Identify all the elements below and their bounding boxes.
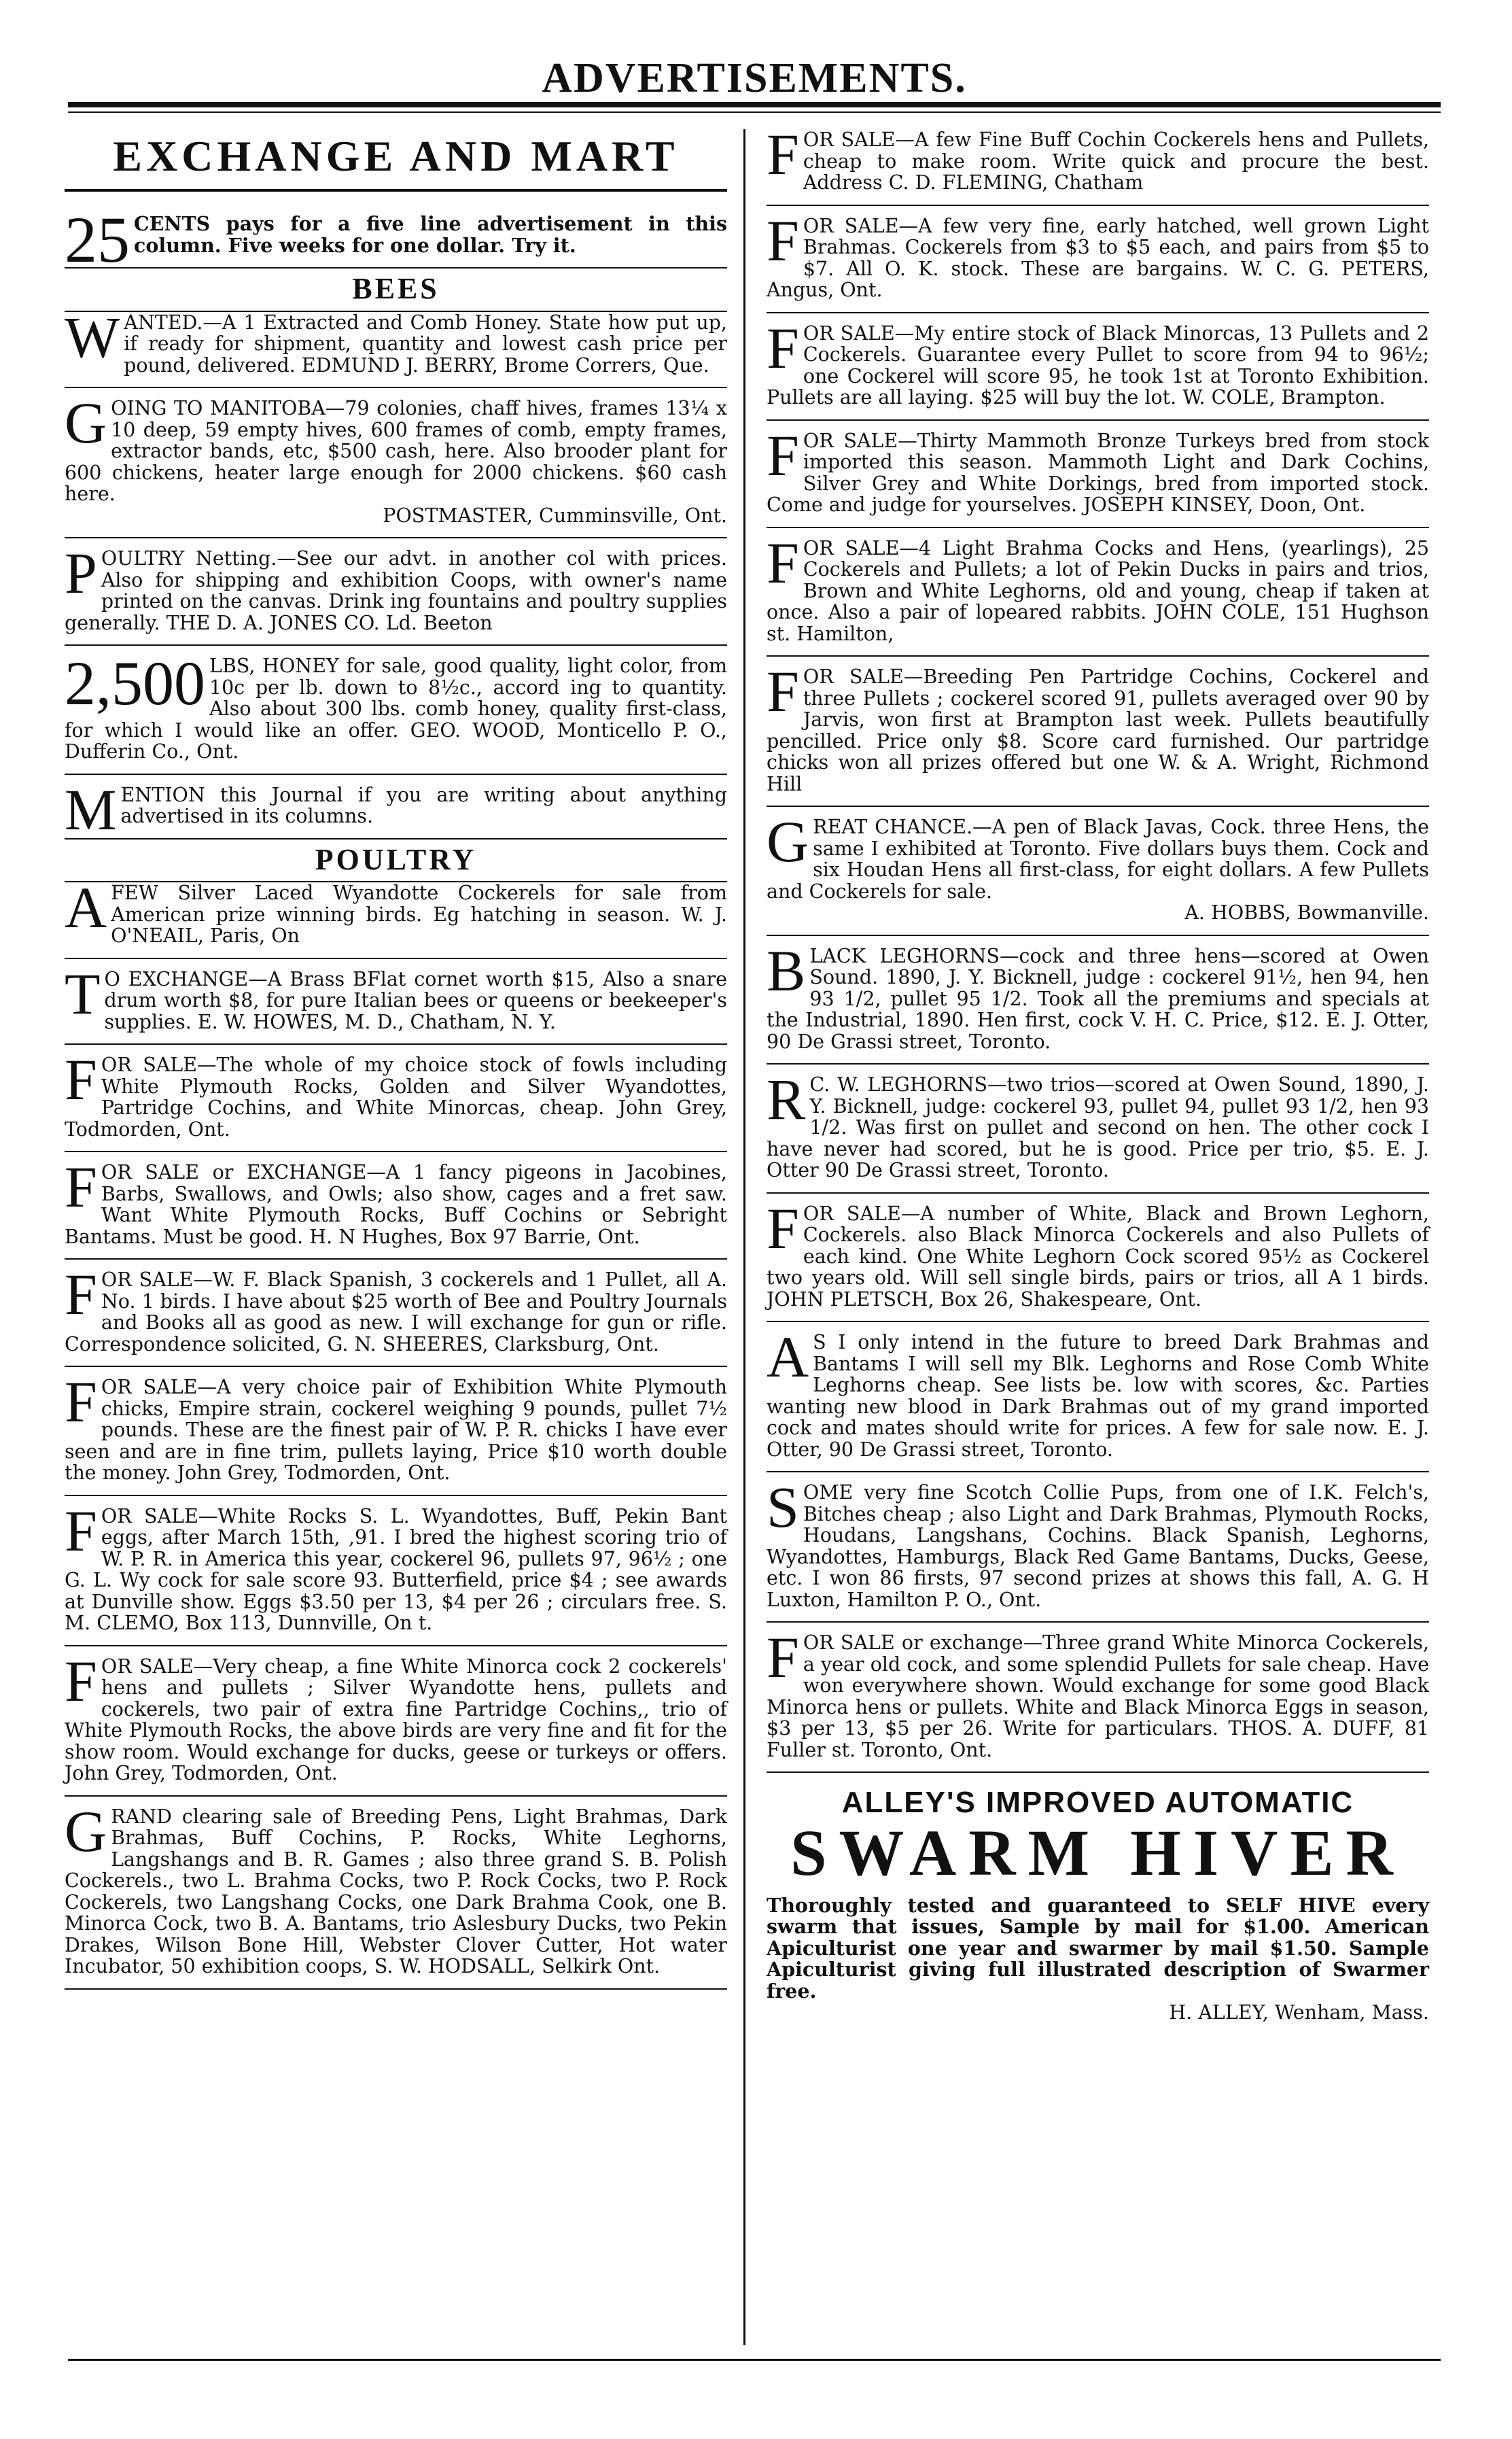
classified-ad xyxy=(767,657,1429,807)
classified-ad xyxy=(65,1152,727,1260)
ad-text: OR SALE—W. F. Black Spanish, 3 cockerels and 1 Pullet, all A. No. 1 birds. I have about $25 worth of Bee and Poultry Journals and Books all as good as new. I will exchange for gun or rifle. Correspondence solicited, G. N. SHEERES, Clarksburg, Ont. xyxy=(65,1268,727,1355)
drop-cap: F xyxy=(65,1154,97,1220)
classified-ad xyxy=(767,1623,1429,1773)
drop-cap: F xyxy=(65,1498,97,1563)
header-rule-thin xyxy=(68,111,1441,113)
drop-cap: F xyxy=(767,207,799,273)
drop-cap: F xyxy=(65,1369,97,1434)
column-divider xyxy=(743,129,745,2345)
ad-text: OR SALE or exchange—Three grand White Minorca Cockerels, a year old cock, and some splendid Pullets for sale cheap. Have won everywhere shown. Would exchange for some good Black Minorca hens or pullets. White and Black Minorca Eggs in season, $3 per 13, $5 per 26. Write for particulars. THOS. A. DUFF, 81 Fuller st. Toronto, Ont. xyxy=(767,1631,1429,1761)
classified-ad xyxy=(767,122,1429,206)
classified-ad xyxy=(767,313,1429,421)
classified-ad xyxy=(767,1322,1429,1472)
ad-text: OR SALE—A number of White, Black and Brown Leghorn, Cockerels. also Black Minorca Cockerels and also Pullets of each kind. One White Leghorn Cock scored 95½ as Cockerel two years old. Will sell single birds, pairs or trios, all A 1 birds. JOHN PLETSCH, Box 26, Shakespeare, Ont. xyxy=(767,1202,1429,1311)
drop-cap: R xyxy=(767,1067,806,1132)
ad-text: O EXCHANGE—A Brass BFlat cornet worth $15, Also a snare drum worth $8, for pure Italian bees or queens or beekeeper's supplies. E. W. HOWES, M. D., Chatham, N. Y. xyxy=(104,967,727,1033)
ad-text: REAT CHANCE.—A pen of Black Javas, Cock. three Hens, the same I exhibited at Toronto. Five dollars buys them. Cock and six Houdan Hens all first-class, for eight dollars. A few Pullets and Cockerels for sale. xyxy=(767,816,1429,903)
drop-cap: F xyxy=(767,1625,799,1690)
poultry-ads xyxy=(65,875,727,1990)
ad-text: OR SALE—Very cheap, a fine White Minorca cock 2 cockerels' hens and pullets ; Silver Wyandotte hens, pullets and cockerels, two pair of extra fine Partridge Cochins,, trio of White Plymouth Rocks, the above birds are very fine and fit for the show room. Would exchange for ducks, geese or turkeys or offers. John Grey, Todmorden, Ont. xyxy=(65,1655,727,1784)
title-rule xyxy=(65,189,727,192)
ad-text: LBS, HONEY for sale, good quality, light color, from 10c per lb. down to 8½c., accord ing to quantity. Also about 300 lbs. comb honey, quality first-class, for which I would like an offer. GEO. WOOD, Monticello P. O., Dufferin Co., Ont. xyxy=(65,655,727,763)
ad-text: OR SALE—A few Fine Buff Cochin Cockerels hens and Pullets, cheap to make room. Write quick and procure the best. Address C. D. FLEMING, Chatham xyxy=(803,128,1429,194)
rate-number: 25 xyxy=(65,203,130,276)
ad-text: LACK LEGHORNS—cock and three hens—scored at Owen Sound. 1890, J. Y. Bicknell, judge : cockerel 91½, hen 94, hen 93 1/2, pullet 95 1/2. Took all the premiums and specials at the Industrial, 1890. Hen first, cock V. H. C. Price, $12. E. J. Otter, 90 De Grassi street, Toronto. xyxy=(767,944,1429,1053)
ad-text: OME very fine Scotch Collie Pups, from one of I.K. Felch's, Bitches cheap ; also Light and Dark Brahmas, Plymouth Rocks, Houdans, Langshans, Cochins. Black Spanish, Leghorns, Wyandottes, Hamburgs, Black Red Game Bantams, Ducks, Geese, etc. I won 86 firsts, 97 second prizes at shows this fall, A. G. H Luxton, Hamilton P. O., Ont. xyxy=(767,1481,1429,1611)
classified-ad xyxy=(65,959,727,1045)
classified-ad xyxy=(65,875,727,959)
ad-text: OR SALE—Thirty Mammoth Bronze Turkeys bred from stock imported this season. Mammoth Light and Dark Cochins, Silver Grey and White Dorkings, bred from imported stock. Come and judge for yourselves. JOSEPH KINSEY, Doon, Ont. xyxy=(767,429,1429,516)
column-title: EXCHANGE AND MART xyxy=(113,132,679,180)
right-column xyxy=(767,122,1429,2024)
hiver-signature: H. ALLEY, Wenham, Mass. xyxy=(1169,2001,1429,2024)
ad-text: C. W. LEGHORNS—two trios—scored at Owen Sound, 1890, J. Y. Bicknell, judge: cockerel 93, pullet 94, pullet 93 1/2, hen 93 1/2. Was first on pullet and second on hen. The other cock I have never had scored, but he is good. Price per trio, $5. E. J. Otter 90 De Grassi street, Toronto. xyxy=(767,1073,1429,1181)
ad-text: S I only intend in the future to breed Dark Brahmas and Bantams I will sell my Blk. Leghorns and Rose Comb White Leghorns cheap. See lists be. low with scores, &c. Parties wanting new blood in Dark Brahmas out of my grand imported cock and mates should write for prices. A few for sale now. E. J. Otter, 90 De Grassi street, Toronto. xyxy=(767,1331,1429,1461)
bees-ads xyxy=(65,304,727,842)
drop-cap: F xyxy=(767,530,799,595)
drop-cap: A xyxy=(65,875,107,940)
hiver-headline: SWARM HIVER xyxy=(790,1816,1405,1889)
drop-cap: B xyxy=(767,937,806,1003)
ad-text: OR SALE—The whole of my choice stock of fowls including White Plymouth Rocks, Golden and Silver Wyandottes, Partridge Cochins, and White Minorcas, cheap. John Grey, Todmorden, Ont. xyxy=(65,1054,727,1141)
classified-ad xyxy=(65,1496,727,1646)
ad-signature: A. HOBBS, Bowmanville. xyxy=(1184,901,1429,924)
right-ads xyxy=(767,122,1429,1773)
ad-text: RAND clearing sale of Breeding Pens, Light Brahmas, Dark Brahmas, Buff Cochins, P. Rocks, White Leghorns, Langshangs and B. R. Games ; also three grand S. B. Polish Cockerels., two L. Brahma Cocks, two P. Rock Cocks, two P. Rock Cockerels, two Langshang Cocks, one Dark Brahma Cook, one B. Minorca Cock, two B. A. Bantams, trio Aslesbury Ducks, two Pekin Drakes, Wilson Bone Hill, Webster Clover Cutter, Hot water Incubator, 50 exhibition coops, S. W. HODSALL, Selkirk Ont. xyxy=(65,1805,727,1977)
ad-text: OR SALE—Breeding Pen Partridge Cochins, Cockerel and three Pullets ; cockerel scored 91, pullets averaged over 90 by Jarvis, won first at Brampton last week. Pullets beautifully pencilled. Price only $8. Score card furnished. Our partridge chicks won all prizes offered but one W. & A. Wright, Richmond Hill xyxy=(767,665,1429,795)
drop-cap: F xyxy=(65,1047,97,1112)
classified-ad xyxy=(65,538,727,646)
classified-ad xyxy=(767,1194,1429,1323)
classified-ad xyxy=(767,1065,1429,1194)
ad-text: OR SALE—A very choice pair of Exhibition White Plymouth chicks, Empire strain, cockerel weighing 9 pounds, pullet 7½ pounds. These are the finest pair of W. P. R. chicks I have ever seen and are in fine trim, pullets laying, Price $10 worth double the money. John Grey, Todmorden, Ont. xyxy=(65,1376,727,1484)
drop-cap: S xyxy=(767,1474,799,1540)
drop-cap: T xyxy=(65,961,101,1026)
hiver-title: ALLEY'S IMPROVED AUTOMATIC xyxy=(841,1786,1354,1819)
ad-text: ANTED.—A 1 Extracted and Comb Honey. State how put up, if ready for shipment, quantity and lowest cash price per pound, delivered. EDMUND J. BERRY, Brome Corrers, Que. xyxy=(124,311,727,377)
classified-ad xyxy=(65,1260,727,1367)
classified-ad xyxy=(65,1797,727,1990)
ad-signature: POSTMASTER, Cumminsville, Ont. xyxy=(383,504,727,527)
ad-text: OR SALE—White Rocks S. L. Wyandottes, Buff, Pekin Bant eggs, after March 15th, ,91. I bred the highest scoring trio of W. P. R. in America this year, cockerel 96, pullets 97, 96½ ; one G. L. Wy cock for sale score 93. Butterfield, price $4 ; see awards at Dunville show. Eggs $3.50 per 13, $4 per 26 ; circulars free. S. M. CLEMO, Box 113, Dunnville, On t. xyxy=(65,1504,727,1634)
drop-cap: F xyxy=(767,315,799,381)
drop-cap: 2,500 xyxy=(65,648,205,718)
classified-ad xyxy=(767,1472,1429,1623)
classified-ad xyxy=(767,528,1429,657)
rate-text: CENTS pays for a five line advertisement in this column. Five weeks for one dollar. Try it. xyxy=(134,212,727,257)
header-rule xyxy=(68,102,1441,107)
ad-text: OR SALE—My entire stock of Black Minorcas, 13 Pullets and 2 Cockerels. Guarantee every Pullet to score from 94 to 96½; one Cockerel will score 95, he took 1st at Toronto Exhibition. Pullets are all laying. $25 will buy the lot. W. COLE, Brampton. xyxy=(767,322,1429,409)
classified-ad xyxy=(65,646,727,775)
rate-notice xyxy=(65,203,727,276)
drop-cap: G xyxy=(65,1798,107,1864)
drop-cap: M xyxy=(65,776,117,842)
classified-ad xyxy=(767,421,1429,528)
classified-ad xyxy=(65,388,727,538)
ad-text: OR SALE—A few very fine, early hatched, well grown Light Brahmas. Cockerels from $3 to $5 each, and pairs from $5 to $7. All O. K. stock. These are bargains. W. C. G. PETERS, Angus, Ont. xyxy=(767,214,1429,301)
ad-text: OR SALE or EXCHANGE—A 1 fancy pigeons in Jacobines, Barbs, Swallows, and Owls; also show, cages and a fret saw. Want White Plymouth Rocks, Buff Cochins or Sebright Bantams. Must be good. H. N Hughes, Box 97 Barrie, Ont. xyxy=(65,1161,727,1248)
drop-cap: W xyxy=(65,304,120,370)
ad-text: ENTION this Journal if you are writing about anything advertised in its columns. xyxy=(120,783,727,827)
section-head-poultry: POULTRY xyxy=(65,840,727,883)
drop-cap: G xyxy=(767,809,809,874)
hiver-body: Thoroughly tested and guaranteed to SELF HIVE every swarm that issues, Sample by mail for $1.00. American Apiculturist one year and swarmer by mail $1.50. Sample Apiculturist giving full illustrated description of Swarmer free. xyxy=(767,1893,1429,2003)
drop-cap: P xyxy=(65,540,97,606)
classified-ad xyxy=(65,1646,727,1797)
ad-text: OING TO MANITOBA—79 colonies, chaff hives, frames 13¼ x 10 deep, 59 empty hives, 600 frames of comb, empty frames, extractor bands, etc, $500 cash, here. Also brooder plant for 600 chickens, heater large enough for 2000 chickens. $60 cash here. xyxy=(65,397,727,505)
ad-text: OR SALE—4 Light Brahma Cocks and Hens, (yearlings), 25 Cockerels and Pullets; a lot of Pekin Ducks in pairs and trios, Brown and White Leghorns, old and young, cheap if taken at once. Also a pair of lopeared rabbits. JOHN COLE, 151 Hughson st. Hamilton, xyxy=(767,536,1429,645)
classified-ad xyxy=(767,206,1429,313)
drop-cap: F xyxy=(65,1262,97,1327)
page-header: ADVERTISEMENTS. xyxy=(542,55,967,101)
drop-cap: F xyxy=(767,422,799,488)
drop-cap: F xyxy=(767,1195,799,1261)
classified-ad xyxy=(767,807,1429,936)
drop-cap: G xyxy=(65,390,107,455)
classified-ad xyxy=(65,775,727,840)
left-column xyxy=(65,129,727,1990)
classified-ad xyxy=(65,304,727,389)
ad-text: FEW Silver Laced Wyandotte Cockerels for sale from American prize winning birds. Eg hatching in season. W. J. O'NEAIL, Paris, On xyxy=(111,882,727,947)
ad-text: OULTRY Netting.—See our advt. in another col with prices. Also for shipping and exhibition Coops, with owner's name printed on the canvas. Drink ing fountains and poultry supplies generally. THE D. A. JONES CO. Ld. Beeton xyxy=(65,547,727,634)
section-head-bees: BEES xyxy=(65,269,727,312)
classified-ad xyxy=(65,1367,727,1496)
drop-cap: F xyxy=(767,659,799,724)
classified-ad xyxy=(65,1045,727,1152)
footer-rule xyxy=(68,2359,1441,2361)
classified-ad xyxy=(767,936,1429,1065)
drop-cap: A xyxy=(767,1324,809,1389)
drop-cap: F xyxy=(65,1648,97,1714)
drop-cap: F xyxy=(767,122,799,187)
